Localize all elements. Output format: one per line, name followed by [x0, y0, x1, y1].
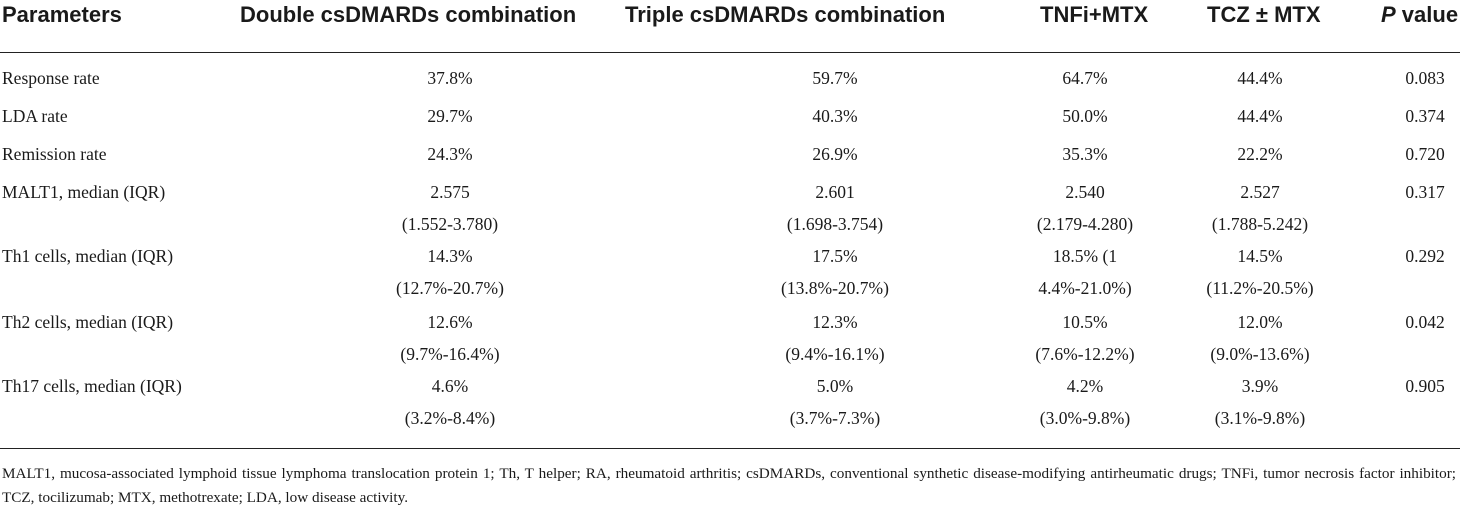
- cell-triple-value: 59.7%: [812, 68, 858, 88]
- row-parameter: Response rate: [2, 68, 100, 88]
- cell-tcz-range: (3.1%-9.8%): [1214, 408, 1306, 428]
- cell-tnfi-value: 10.5%: [1062, 312, 1108, 332]
- cell-triple-value: 17.5%: [812, 246, 858, 266]
- bottom-rule: [0, 448, 1460, 449]
- cell-p-value: 0.720: [1405, 144, 1445, 164]
- cell-double-range: (12.7%-20.7%): [396, 278, 504, 298]
- cell-tcz-range: (9.0%-13.6%): [1210, 344, 1310, 364]
- header-tcz-mtx: TCZ ± MTX: [1207, 2, 1321, 27]
- cell-tnfi-value: 50.0%: [1062, 106, 1108, 126]
- cell-tcz-value: 3.9%: [1241, 376, 1279, 396]
- cell-tcz-value: 14.5%: [1237, 246, 1283, 266]
- cell-p-value: 0.292: [1405, 246, 1445, 266]
- cell-p-value: 0.317: [1405, 182, 1445, 202]
- cell-double-value: 24.3%: [427, 144, 473, 164]
- cell-tcz-range: (11.2%-20.5%): [1206, 278, 1314, 298]
- cell-triple-range: (1.698-3.754): [786, 214, 884, 234]
- cell-double-value: 14.3%: [427, 246, 473, 266]
- cell-tcz-range: (1.788-5.242): [1211, 214, 1309, 234]
- cell-tnfi-value: 4.2%: [1066, 376, 1104, 396]
- cell-triple-value: 40.3%: [812, 106, 858, 126]
- row-parameter: MALT1, median (IQR): [2, 182, 166, 202]
- cell-tnfi-value: 2.540: [1065, 182, 1105, 202]
- row-parameter: Th2 cells, median (IQR): [2, 312, 174, 332]
- header-p-value: [1381, 0, 1458, 30]
- cell-triple-value: 26.9%: [812, 144, 858, 164]
- header-parameters: Parameters: [2, 2, 122, 27]
- cell-tcz-value: 22.2%: [1237, 144, 1283, 164]
- cell-tnfi-value: 18.5% (1: [1052, 246, 1118, 266]
- cell-double-value: 12.6%: [427, 312, 473, 332]
- header-triple-csdmards: Triple csDMARDs combination: [625, 2, 946, 27]
- cell-double-value: 4.6%: [431, 376, 469, 396]
- cell-triple-value: 2.601: [815, 182, 855, 202]
- cell-tcz-value: 44.4%: [1237, 106, 1283, 126]
- cell-p-value: 0.083: [1405, 68, 1445, 88]
- cell-double-range: (1.552-3.780): [401, 214, 499, 234]
- table-header: [0, 0, 1460, 52]
- header-double-csdmards: Double csDMARDs combination: [240, 2, 577, 27]
- cell-tcz-value: 2.527: [1240, 182, 1280, 202]
- cell-p-value: 0.374: [1405, 106, 1445, 126]
- cell-triple-range: (9.4%-16.1%): [785, 344, 885, 364]
- row-parameter: LDA rate: [2, 106, 68, 126]
- header-p-rest: value: [1395, 2, 1459, 27]
- cell-triple-range: (3.7%-7.3%): [789, 408, 881, 428]
- cell-double-range: (3.2%-8.4%): [404, 408, 496, 428]
- cell-tcz-value: 44.4%: [1237, 68, 1283, 88]
- cell-double-range: (9.7%-16.4%): [400, 344, 500, 364]
- cell-p-value: 0.042: [1405, 312, 1445, 332]
- row-parameter: Th17 cells, median (IQR): [2, 376, 182, 396]
- cell-tcz-value: 12.0%: [1237, 312, 1283, 332]
- row-parameter: Th1 cells, median (IQR): [2, 246, 174, 266]
- row-parameter: Remission rate: [2, 144, 107, 164]
- cell-tnfi-range: (2.179-4.280): [1036, 214, 1134, 234]
- header-tnfi-mtx: TNFi+MTX: [1040, 2, 1149, 27]
- cell-tnfi-value: 35.3%: [1062, 144, 1108, 164]
- cell-triple-range: (13.8%-20.7%): [781, 278, 889, 298]
- cell-triple-value: 12.3%: [812, 312, 858, 332]
- header-p-italic: P: [1381, 2, 1396, 27]
- cell-double-value: 37.8%: [427, 68, 473, 88]
- cell-double-value: 2.575: [430, 182, 470, 202]
- cell-triple-value: 5.0%: [816, 376, 854, 396]
- cell-tnfi-range: 4.4%-21.0%): [1038, 278, 1132, 298]
- cell-double-value: 29.7%: [427, 106, 473, 126]
- table-footnote: MALT1, mucosa-associated lymphoid tissue lymphoma translocation protein 1; Th, T helper; RA, rheumatoid arthritis; csDMARDs, conventional synthetic disease-modifying antirheumatic drugs; TNFi, tumor necrosis factor inhibitor; TCZ, tocilizumab; MTX, methotrexate; LDA, low disease activity.: [2, 465, 1456, 506]
- header-rule: [0, 52, 1460, 53]
- cell-tnfi-value: 64.7%: [1062, 68, 1108, 88]
- cell-p-value: 0.905: [1405, 376, 1445, 396]
- cell-tnfi-range: (7.6%-12.2%): [1035, 344, 1135, 364]
- cell-tnfi-range: (3.0%-9.8%): [1039, 408, 1131, 428]
